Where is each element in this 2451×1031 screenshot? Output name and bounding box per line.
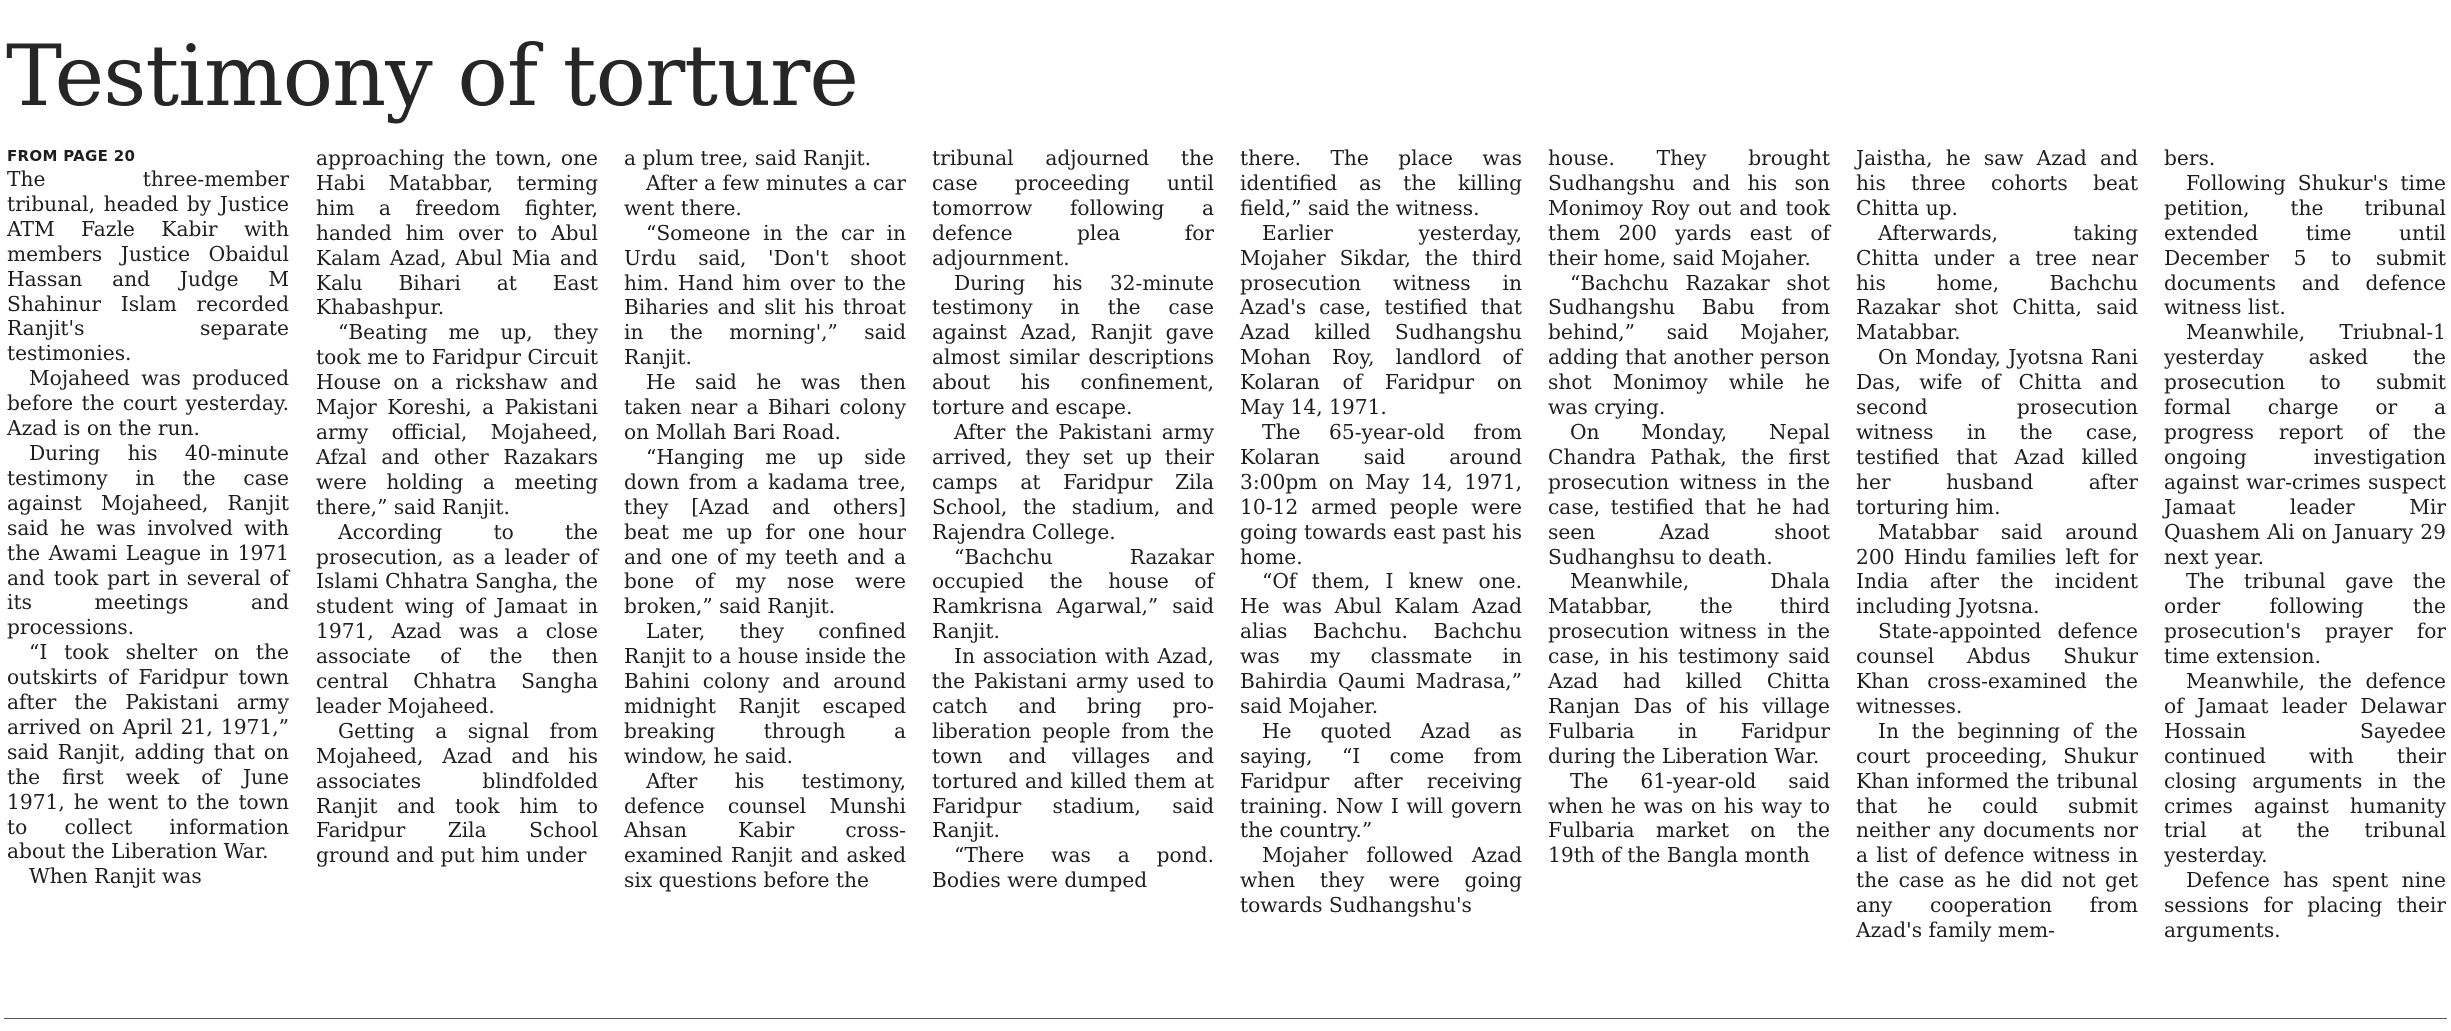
jump-line: FROM PAGE 20 [7,147,136,165]
paragraph: The three-member tribunal, headed by Justice ATM Fazle Kabir with members Justice Obaidul Hassan and Judge M Shahinur Islam recorded Ranjit's separate testimonies. [7,167,289,366]
paragraph: Matabbar said around 200 Hindu families left for India after the incident including Jyotsna. [1856,519,2138,619]
paragraph: During his 40-minute testimony in the case against Mojaheed, Ranjit said he was involved with the Awami League in 1971 and took part in several of its meetings and processions. [7,440,289,640]
text-column-5 [1240,146,1522,918]
headline: Testimony of torture [6,27,858,125]
paragraph: After a few minutes a car went there. [624,170,906,220]
text-column-2 [316,146,598,868]
paragraph: According to the prosecution, as a leader of Islami Chhatra Sangha, the student wing of Jamaat in 1971, Azad was a close associate of the then central Chhatra Sangha leader Mojaheed. [316,519,598,718]
paragraph: “Hanging me up side down from a kadama tree, they [Azad and others] beat me up for one hour and one of my teeth and a bone of my nose were broken,” said Ranjit. [624,444,906,619]
paragraph: Earlier yesterday, Mojaher Sikdar, the third prosecution witness in Azad's case, testified that Azad killed Sudhangshu Mohan Roy, landlord of Kolaran of Faridpur on May 14, 1971. [1240,220,1522,420]
paragraph: “I took shelter on the outskirts of Faridpur town after the Pakistani army arrived on April 21, 1971,” said Ranjit, adding that on the first week of June 1971, he went to the town to collect information about the Liberation War. [7,640,289,864]
paragraph: “Bachchu Razakar occupied the house of Ramkrisna Agarwal,” said Ranjit. [932,544,1214,644]
paragraph: house. They brought Sudhangshu and his son Monimoy Roy out and took them 200 yards east of their home, said Mojaher. [1548,146,1830,270]
paragraph: Later, they confined Ranjit to a house inside the Bahini colony and around midnight Ranjit escaped breaking through a window, he said. [624,619,906,768]
paragraph: He quoted Azad as saying, “I come from Faridpur after receiving training. Now I will govern the country.” [1240,718,1522,843]
bottom-divider [4,1018,2447,1019]
paragraph: After his testimony, defence counsel Munshi Ahsan Kabir cross-examined Ranjit and asked six questions before the [624,768,906,893]
paragraph: tribunal adjourned the case proceeding until tomorrow following a defence plea for adjournment. [932,146,1214,270]
text-column-4 [932,146,1214,893]
paragraph: bers. [2164,146,2216,170]
article-body [7,146,2447,1016]
paragraph: “Someone in the car in Urdu said, 'Don't shoot him. Hand him over to the Biharies and slit his throat in the morning',” said Ranjit. [624,220,906,370]
paragraph: “Of them, I knew one. He was Abul Kalam Azad alias Bachchu. Bachchu was my classmate in Bahirdia Qaumi Madrasa,” said Mojaher. [1240,569,1522,718]
text-column-8 [2164,146,2446,943]
paragraph: “Bachchu Razakar shot Sudhangshu Babu from behind,” said Mojaher, adding that another person shot Monimoy while he was crying. [1548,270,1830,420]
text-column-7 [1856,146,2138,943]
paragraph: On Monday, Jyotsna Rani Das, wife of Chitta and second prosecution witness in the case, testified that Azad killed her husband after torturing him. [1856,345,2138,519]
paragraph: The tribunal gave the order following the prosecution's prayer for time extension. [2164,569,2446,669]
paragraph: After the Pakistani army arrived, they set up their camps at Faridpur Zila School, the stadium, and Rajendra College. [932,419,1214,544]
paragraph: He said he was then taken near a Bihari colony on Mollah Bari Road. [624,370,906,444]
paragraph: Afterwards, taking Chitta under a tree near his home, Bachchu Razakar shot Chitta, said Matabbar. [1856,220,2138,345]
paragraph: Mojaheed was produced before the court yesterday. Azad is on the run. [7,366,289,441]
text-column-6 [1548,146,1830,868]
paragraph: Mojaher followed Azad when they were going towards Sudhangshu's [1240,843,1522,918]
paragraph: Jaistha, he saw Azad and his three cohorts beat Chitta up. [1856,146,2138,220]
paragraph: The 61-year-old said when he was on his way to Fulbaria market on the 19th of the Bangla month [1548,768,1830,868]
paragraph: “There was a pond. Bodies were dumped [932,843,1214,893]
paragraph: In association with Azad, the Pakistani army used to catch and bring pro-liberation people from the town and villages and tortured and killed them at Faridpur stadium, said Ranjit. [932,644,1214,843]
paragraph: Meanwhile, Dhala Matabbar, the third prosecution witness in the case, in his testimony said Azad had killed Chitta Ranjan Das of his village Fulbaria in Faridpur during the Liberation War. [1548,569,1830,768]
paragraph: In the beginning of the court proceeding, Shukur Khan informed the tribunal that he could submit neither any documents nor a list of defence witness in the case as he did not get any cooperation from Azad's family mem- [1856,718,2138,943]
paragraph: Meanwhile, Triubnal-1 yesterday asked the prosecution to submit formal charge or a progress report of the ongoing investigation against war-crimes suspect Jamaat leader Mir Quashem Ali on January 29 next year. [2164,320,2446,569]
paragraph: When Ranjit was [29,864,202,889]
paragraph: Defence has spent nine sessions for placing their arguments. [2164,868,2446,943]
paragraph: The 65-year-old from Kolaran said around 3:00pm on May 14, 1971, 10-12 armed people were going towards east past his home. [1240,419,1522,569]
paragraph: State-appointed defence counsel Abdus Shukur Khan cross-examined the witnesses. [1856,619,2138,718]
text-column-3 [624,146,906,893]
paragraph: Getting a signal from Mojaheed, Azad and his associates blindfolded Ranjit and took him to Faridpur Zila School ground and put him under [316,718,598,868]
paragraph: On Monday, Nepal Chandra Pathak, the first prosecution witness in the case, testified that he had seen Azad shoot Sudhanghsu to death. [1548,419,1830,569]
paragraph: there. The place was identified as the killing field,” said the witness. [1240,146,1522,220]
paragraph: approaching the town, one Habi Matabbar, terming him a freedom fighter, handed him over to Abul Kalam Azad, Abul Mia and Kalu Bihari at East Khabashpur. [316,146,598,320]
paragraph: a plum tree, said Ranjit. [624,146,872,170]
paragraph: Following Shukur's time petition, the tribunal extended time until December 5 to submit documents and defence witness list. [2164,170,2446,320]
text-column-1 [7,146,289,889]
paragraph: Meanwhile, the defence of Jamaat leader Delawar Hossain Sayedee continued with their closing arguments in the crimes against humanity trial at the tribunal yesterday. [2164,669,2446,868]
paragraph: During his 32-minute testimony in the case against Azad, Ranjit gave almost similar descriptions about his confinement, torture and escape. [932,270,1214,420]
paragraph: “Beating me up, they took me to Faridpur Circuit House on a rickshaw and Major Koreshi, a Pakistani army official, Mojaheed, Afzal and other Razakars were holding a meeting there,” said Ranjit. [316,320,598,519]
